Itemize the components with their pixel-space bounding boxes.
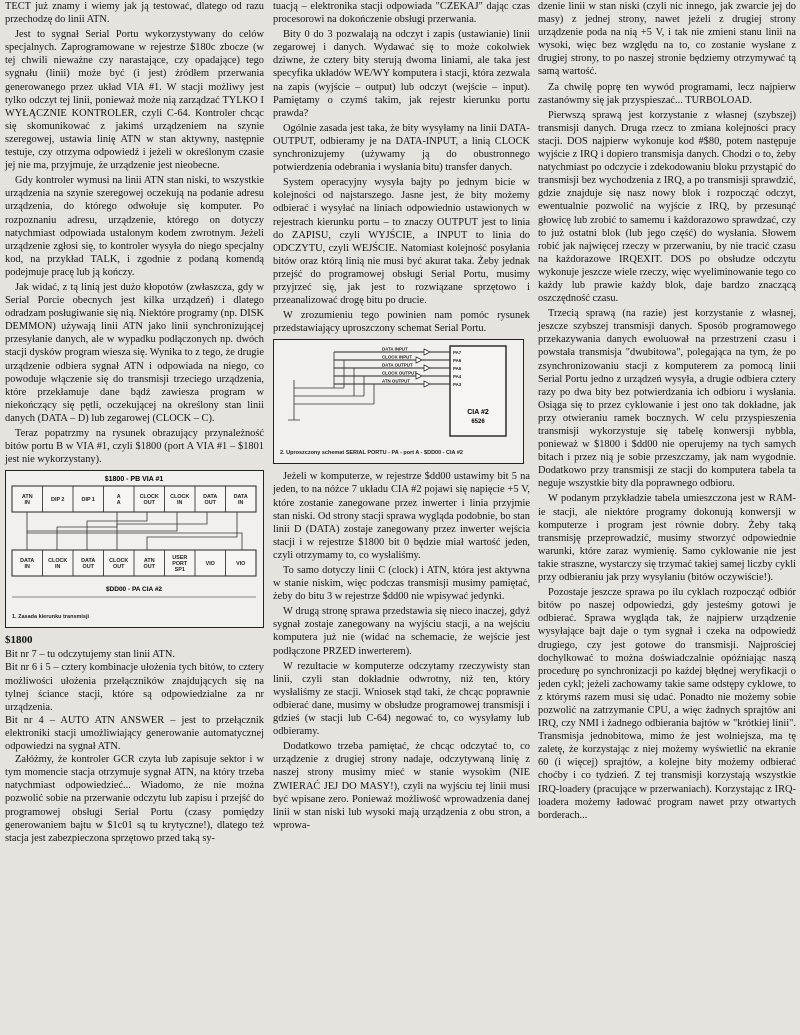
via1-bit-5: DIP 1 [81,497,95,504]
bit-description: Bit nr 7 – tu odczytujemy stan linii ATN. [5,649,175,661]
paragraph: Dodatkowo trzeba pamiętać, że chcąc odczytać to, co urządzenie z drugiej strony nadaje, odczytywaną linię z naszej strony musimy mieć w stanie wysokim (NIE ZWIERAĆ JEJ DO MASY!), czyli na wyjściu tej linii musi być wpisane zero. Ponieważ możliwość wprowadzenia danej linii w stan niski lub wysoki mają urządzenia z obu stron, a wprowa- [273,741,530,831]
paragraph: Teraz popatrzmy na rysunek obrazujący przynależność bitów portu B w VIA #1, czyli $1800 (port A VIA #1 – $1801 jest nie wykorzystany). [5,428,264,466]
figure-direction-diagram [5,470,264,628]
cia2-bit-4: CLOCK OUT [109,558,129,571]
pin-label: PA6 [453,358,462,364]
paragraph: Jak widać, z tą linią jest dużo kłopotów (zwłaszcza, gdy w Serial Porcie obecnych jest kilka urządzeń) i dlatego odradzam posługiwanie się nią. Niektóre programy (np. DISK DEMMON) używają linii ATN jako linii synchronizującej przesyłanie danych, ale w wypadku podłączonych np. dwóch stacji dysków program wiesza się. Wynika to z tego, że drugie urządzenie odbiera sygnał ATN i odpowiada na niego, co powoduje włączenie się do transmisji trzeciego urządzenia, które przekłamuje dane bądź zawiesza program w niekończący się pętli, oczekującej na określony stan linii danych (DATA – D) lub zegarowej (CLOCK – C). [5,281,264,424]
figure-serial-port-schematic [273,339,524,464]
signal-label: DATA OUTPUT [382,362,413,368]
paragraph: W drugą stronę sprawa przedstawia się nieco inaczej, gdyż sygnał zostaje zanegowany na wyjściu stacji, a na wejściu komputera już nie (widać na schemacie, że wejście jest podłączone PRZED inwerterem). [273,606,530,657]
via1-bit-1: DATA OUT [203,494,218,507]
figure1-caption: 1. Zasada kierunku transmisji [12,614,90,621]
bit-description: Bit nr 4 – AUTO ATN ANSWER – jest to przełącznik elektroniki stacji umożliwiający generowanie automatycznej odpowiedzi na sygnał ATN. [5,714,264,753]
paragraph: Pierwszą sprawą jest korzystanie z własnej (szybszej) transmisji danych. Druga rzecz to zmiana kolejności pracy stacji. DOS najpierw wykonuje kod #$80, potem następuje wyjście z IRQ i dopiero transmisja danych. Chodzi o to, żeby natychmiast po odczycie i zdekodowaniu bloku przystąpić do transmisji bez wychodzenia z IRQ, a po transmisji sprawdzić, gdzie znajduje się nasz nowy blok i rozpocząć odczyt, ewentualnie pozwolić na wyjście z IRQ, by przesunąć głowicę lub zrobić to samemu i każdorazowo sprawdzać, czy to już ostatni blok (lub jego część) do wysłania. Słowem robić jak najwięcej rzeczy w przerwaniu, by nie tracić czasu na każdorazowe IRQEXIT. DOS po obsłudze odczytu wykonuje jeszcze wiele rzeczy, więc wyeliminowanie tego co każdy lub prawie każdy blok, daje bardzo znaczącą oszczędność czasu. [538,109,796,305]
paragraph: Gdy kontroler wymusi na linii ATN stan niski, to wszystkie urządzenia na szynie szeregowej oczekują na podanie adresu urządzenia, do którego odwołuje się komputer. Po rozpoznaniu adresu, urządzenie, którego on dotyczy natychmiast odpowiada ustalonym kodem zwrotnym. Jeżeli urządzenie zgłosi się, to kontroler wysyła do niego specjalny kod, na przykład TALK, i zgodnie z podaną komendą podejmuje pracę lub ją kończy. [5,175,264,278]
paragraph: tuacją – elektronika stacji odpowiada "CZEKAJ" dając czas procesorowi na dokończenie obsługi przerwania. [273,1,530,26]
paragraph: dzenie linii w stan niski (czyli nic innego, jak zwarcie jej do masy) z jednej strony, nawet jeżeli z drugiej strony urządzenie poda na nią +5 V, i tak nie zmieni stanu linii na wysoki, więc bez względu na to, co zostanie wysłane z drugiej strony, to po naszej stronie będziemy otrzymywać tą samą wartość. [538,1,796,78]
paragraph: Bity 0 do 3 pozwalają na odczyt i zapis (ustawianie) linii zegarowej i danych. Wydawać się to może cokolwiek dziwne, że cztery bity sterują dwoma liniami, ale taka jest specyfika układów WE/WY komputera i stacji, która zezwala na zapis (wyjście – output) lub odczyt (wejście – input). Pamiętamy o czymś takim, jak rejestr kierunku portu prawda? [273,29,530,119]
bit-list [5,648,264,753]
bit-description: Bit nr 6 i 5 – cztery kombinacje ułożenia tych bitów, to cztery możliwości ułożenia przełączników znajdujących się na tylnej ściance stacji, które są odpowiedzialne za nr urządzenia. [5,662,264,713]
column-left [5,0,264,847]
pin-label: PA4 [453,374,462,380]
paragraph: To samo dotyczy linii C (clock) i ATN, która jest aktywna w stanie niskim, więc podczas transmisji musimy pamiętać, żeby do bitu 3 w rejestrze $dd00 nie wpisywać jedynki. [273,565,530,603]
cia2-bit-7: DATA IN [20,558,35,571]
cia2-bit-1: VIO [205,561,215,568]
via1-bit-6: DIP 2 [51,497,65,504]
column-right [538,0,796,824]
figure1-port-label: $DD00 - PA CIA #2 [105,586,163,594]
via1-bit-3: CLOCK OUT [139,494,159,507]
signal-label: DATA INPUT [382,346,408,352]
paragraph: System operacyjny wysyła bajty po jednym bicie w kolejności od najstarszego. Jasne jest, że bity możemy odbierać i wysyłać na liniach odpowiednio ustawionych w rejestrach kierunku portu – to znaczy OUTPUT jest to linia do ZAPISU, czyli WYJŚCIE, a INPUT to linia do ODCZYTU, czyli WEJŚCIE. Natomiast kolejność posyłania bitów oraz którą linią nie musi być akurat taka. Żeby jednak przejść do programowej obsługi Serial Portu, musimy przyjrzeć się, jak jest to rozwiązane sprzętowo i przeanalizować drogę bitu po drucie. [273,177,530,307]
paragraph: Ogólnie zasada jest taka, że bity wysyłamy na linii DATA-OUTPUT, odbieramy je na DATA-INPUT, a linią CLOCK synchronizujemy (używamy ją do obustronnego potwierdzenia odebrania i wysłania bitu) transfer danych. [273,122,530,174]
inverter-symbol [416,357,422,363]
cia2-bit-5: DATA OUT [81,558,96,571]
paragraph: W rezultacie w komputerze odczytamy rzeczywisty stan linii, czyli stan dokładnie odwrotny, niż ten, który wysłaliśmy ze stacji. Wniosek stąd taki, że chcąc poprawnie odbierać dane, musimy w obsłudze programowej transmisji i gdzieś (w stacji lub C-64) negować to, co wysyłamy lub odbieramy. [273,660,530,738]
paragraph: W zrozumieniu tego powinien nam pomóc rysunek przedstawiający uproszczony schemat Serial Portu. [273,310,530,335]
pin-label: PA7 [453,350,462,356]
via1-bit-4: A A [116,494,121,507]
paragraph: Trzecią sprawą (na razie) jest korzystanie z własnej, jeszcze szybszej transmisji danych. Sposób programowego przekazywania danych ewoluował na przestrzeni czasu i powstała transmisja "dwubitowa", polegająca na tym, że po zsynchronizowaniu stacji z komputerem za pomocą linii Serial Portu jedno z urządzeń wysyła, a drugie odbiera cztery razy po dwa bity bez potwierdzania ich odbioru i wysłania. Osiąga się to przez cyklowanie i jest ono tak dokładne, jak przy otwieraniu ramek bocznych. W celu przyspieszenia transmisji wykorzystuje się tabelę konwersji nybbla, ponieważ w $1800 i $dd00 nie operujemy na tych samych bitach i przez nią je sobie przeszczamy, jak nam wygodnie. Dodatkowo przy transmisji ze stacji do komputera tabela ta neguje wszystkie bity dla poprawnego odbioru. [538,308,796,490]
signal-label: ATN OUTPUT [382,378,410,384]
paragraph: Załóżmy, że kontroler GCR czyta lub zapisuje sektor i w tym momencie stacja otrzymuje sygnał ATN, na który trzeba natychmiast odpowiedzieć... Wiadomo, że nie można pozwolić sobie na przerwanie odczytu lub zapisu i przejść do programowej obsługi Serial Portu (czasy pomiędzy generowaniem bajtu w $1c01 są tu krytyczne!), dlatego też stacja jest zabezpieczona sprzętowo przed taką sy- [5,754,264,844]
paragraph: Jest to sygnał Serial Portu wykorzystywany do celów specjalnych. Zaprogramowane w rejestrze $180c zbocze (w tej chwili nieważne czy narastające, czy opadające) tego sygnału (linii) może być (i jest) źródłem przerwania generowanego przez układ VIA #1. W stacji możliwy jest tylko odczyt tej linii, ponieważ może nią zarządzać TYLKO I WYŁĄCZNIE KONTROLER, czyli C-64. Kontroler chcąc się skomunikować z jakimś urządzeniem na szynie szeregowej, ustawia linię ATN w stan aktywny, następnie testuje, czy otrzyma odpowiedź i jeżeli w określonym czasie jej nie ma, przyjmuje, że urządzenie jest nieobecne. [5,29,264,172]
cia2-bit-3: ATN OUT [143,558,155,571]
section-heading: $1800 [5,634,33,647]
cia2-bit-2: USER PORT SP1 [172,555,188,574]
pin-label: PA5 [453,366,462,372]
via1-bit-0: DATA IN [233,494,248,507]
figure1-title: $1800 - PB VIA #1 [104,476,164,484]
via1-bit-7: ATN IN [21,494,33,507]
pin-label: PA3 [453,382,462,388]
direction-diagram-svg [6,471,262,624]
inverter-symbol [424,381,430,387]
signal-label: CLOCK INPUT [382,354,413,360]
figure2-caption: 2. Uproszczony schemat SERIAL PORTU - PA - port A - $DD00 - CIA #2 [280,450,463,457]
chip-label: CIA #2 [467,409,489,417]
paragraph: W podanym przykładzie tabela umieszczona jest w RAM-ie stacji, ale niektóre programy dokonują konwersji w komputerze i program jest równie dobry. Żeby taką transmisję przeprowadzić, musimy stworzyć odpowiednie warunki, które zaraz wymienię. Samo cyklowanie nie jest takie straszne, wystarczy się trzymać takiej samej liczby cykli przy odbieraniu jak przy wysyłaniu (bitów oczywiście!). [538,493,796,584]
cia2-bit-0: VIO [236,561,246,568]
signal-label: CLOCK OUTPUT [382,370,417,376]
inverter-symbol [416,373,422,379]
paragraph: Pozostaje jeszcze sprawa po ilu cyklach rozpocząć odbiór bitów po naszej odpowiedzi, gdy jesteśmy gotowi je odbierać. Sprawa wygląda tak, że najpierw urządzenie wysyłające bajt daje o tym sygnał i czeka na odpowiedź drugiego, czy jest gotowe do transmisji. Najprościej dochylkować to można doświadczalnie opóźniając naszą procedurę po synchronizacji po każdej błędnej weryfikacji o jeden cykl; jeżeli zachowamy takie same odstępy cyklowe, to z którymś razem musi się udać. Ponadto nie możemy sobie pozwolić na zatrzymanie CPU, a więc żadnych sprajtów ani IRQ, czy NMI i żadnego odbierania bajtów w "krótkiej linii". Transmisja jednobitowa, mimo że jest wolniejsza, ma tę zaletę, że korzystając z niej możemy wyświetlić na ekranie 60 (i więcej) sprajtów, a kolejne bity możemy odbierać choćby i co tydzień. Z tej transmisji korzystają wszystkie IRQ-loadery (pracujące w przerwaniach). Korzystając z IRQ-loadera możemy ładować program nawet przy otwartych borderach... [538,587,796,821]
inverter-symbol [424,349,430,355]
paragraph: TECT już znamy i wiemy jak ją testować, dlatego od razu przechodzę do linii ATN. [5,1,264,26]
cia2-bit-6: CLOCK IN [48,558,68,571]
paragraph: Jeżeli w komputerze, w rejestrze $dd00 ustawimy bit 5 na jeden, to na nóżce 7 układu CIA #2 pojawi się napięcie +5 V, które zostanie zanegowane przez inwerter i linia przyjmie stan niski. Od strony stacji sprawa wygląda podobnie, bo stan linii D (DATA) zostaje zanegowany przez inwerter wejścia stacji i w rejestrze $1800 bit 0 będzie miał wartość jeden, czyli otrzymamy to, co wysłaliśmy. [273,471,530,561]
inverter-symbol [424,365,430,371]
via1-bit-2: CLOCK IN [170,494,190,507]
chip-sub-label: 6526 [471,419,485,426]
schematic-svg [274,340,520,460]
column-middle [273,0,530,834]
paragraph: Za chwilę poprę ten wywód programami, lecz najpierw zastanówmy się jak przyspieszać... TURBOLOAD. [538,81,796,106]
